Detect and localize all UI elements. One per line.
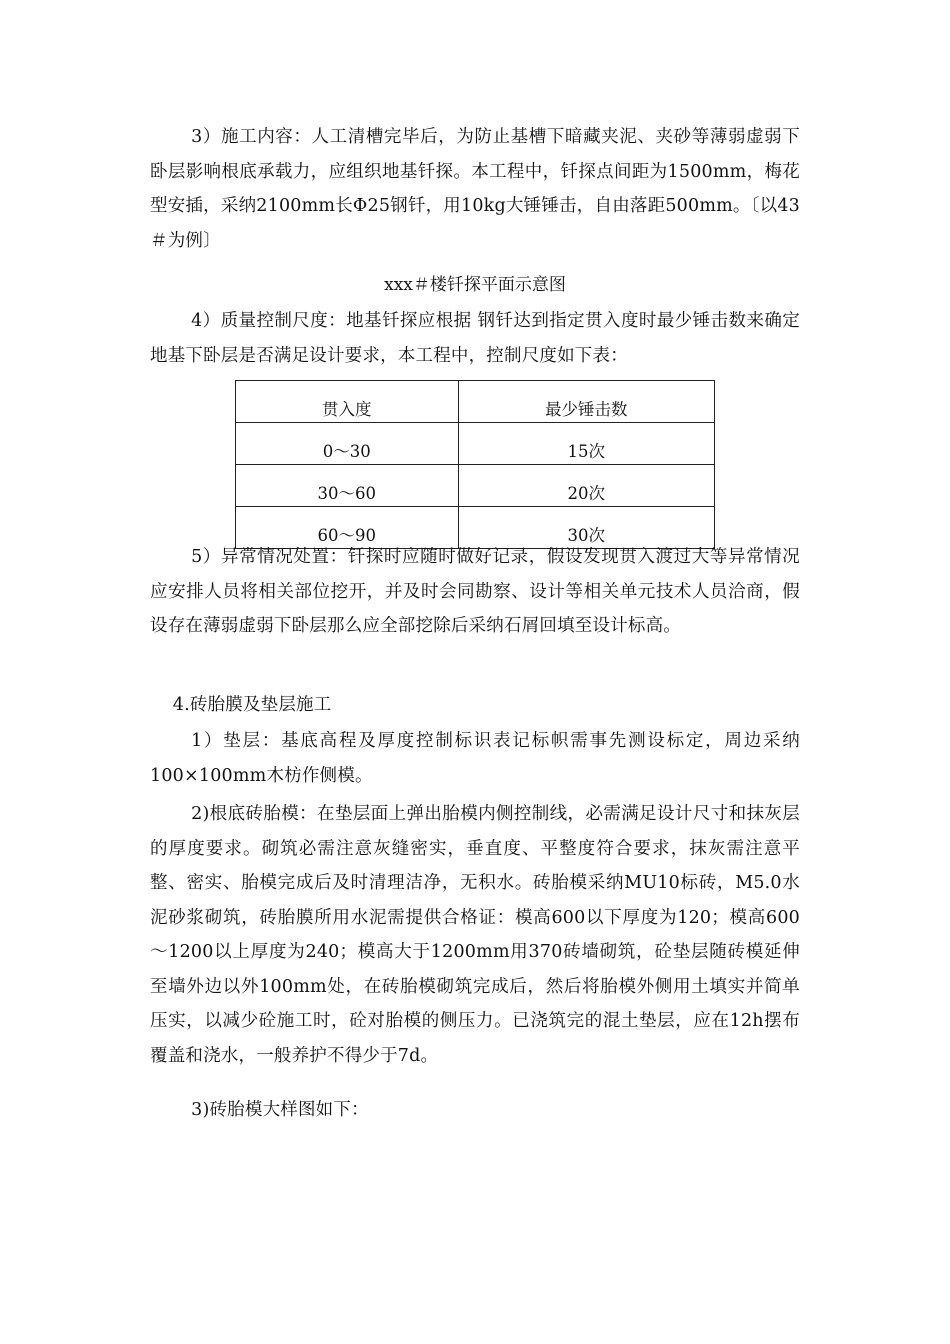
- table-cell: 15次: [458, 423, 714, 465]
- table-cell: 30～60: [236, 465, 459, 507]
- table-cell: 60～90: [236, 507, 459, 549]
- table-row: [236, 423, 715, 465]
- paragraph-quality-control: 4）质量控制尺度：地基钎探应根据 钢钎达到指定贯入度时最少锤击数来确定地基下卧层是否满足设计要求，本工程中，控制尺度如下表：: [150, 311, 800, 366]
- table-header-penetration: 贯入度: [236, 381, 459, 423]
- table-cell: 20次: [458, 465, 714, 507]
- paragraph-cushion: 1）垫层：基底高程及厚度控制标识表记标帜需事先测设标定，周边采纳100×100mm木枋作侧模。: [150, 731, 800, 786]
- figure-caption: xxx＃楼钎探平面示意图: [384, 275, 566, 295]
- paragraph-construction-content: 3）施工内容：人工清槽完毕后，为防止基槽下暗藏夹泥、夹砂等薄弱虚弱下卧层影响根底承载力，应组织地基钎探。本工程中，钎探点间距为1500mm，梅花型安插，采纳2100mm长Φ25钢钎，用10kg大锤锤击，自由落距500mm。〔以43＃为例〕: [150, 127, 800, 251]
- control-standard-table: [235, 380, 715, 549]
- table-header-row: [236, 381, 715, 423]
- table-header-min-blows: 最少锤击数: [458, 381, 714, 423]
- paragraph-abnormal-handling: 5）异常情况处置：钎探时应随时做好记录，假设发现贯入渡过大等异常情况应安排人员将相关部位挖开，并及时会同勘察、设计等相关单元技术人员洽商，假设存在薄弱虚弱下卧层那么应全部挖除后采纳石屑回填至设计标高。: [150, 547, 800, 636]
- paragraph-brick-tire-mold: 2)根底砖胎模：在垫层面上弹出胎模内侧控制线，必需满足设计尺寸和抹灰层的厚度要求。砌筑必需注意灰缝密实，垂直度、平整度符合要求，抹灰需注意平整、密实、胎模完成后及时清理洁净，无积水。砖胎模采纳MU10标砖，M5.0水泥砂浆砌筑，砖胎膜所用水泥需提供合格证：模高600以下厚度为120；模高600～1200以上厚度为240；模高大于1200mm用370砖墙砌筑，砼垫层随砖模延伸至墙外边以外100mm处，在砖胎模砌筑完成后，然后将胎模外侧用土填实并简单压实，以减少砼施工时，砼对胎模的侧压力。已浇筑完的混土垫层，应在12h摆布覆盖和浇水，一般养护不得少于7d。: [150, 804, 800, 1066]
- table-cell: 0～30: [236, 423, 459, 465]
- section-heading: 4.砖胎膜及垫层施工: [172, 695, 332, 715]
- table-row: [236, 465, 715, 507]
- paragraph-detail-drawing: 3)砖胎模大样图如下：: [191, 1100, 369, 1120]
- table-cell: 30次: [458, 507, 714, 549]
